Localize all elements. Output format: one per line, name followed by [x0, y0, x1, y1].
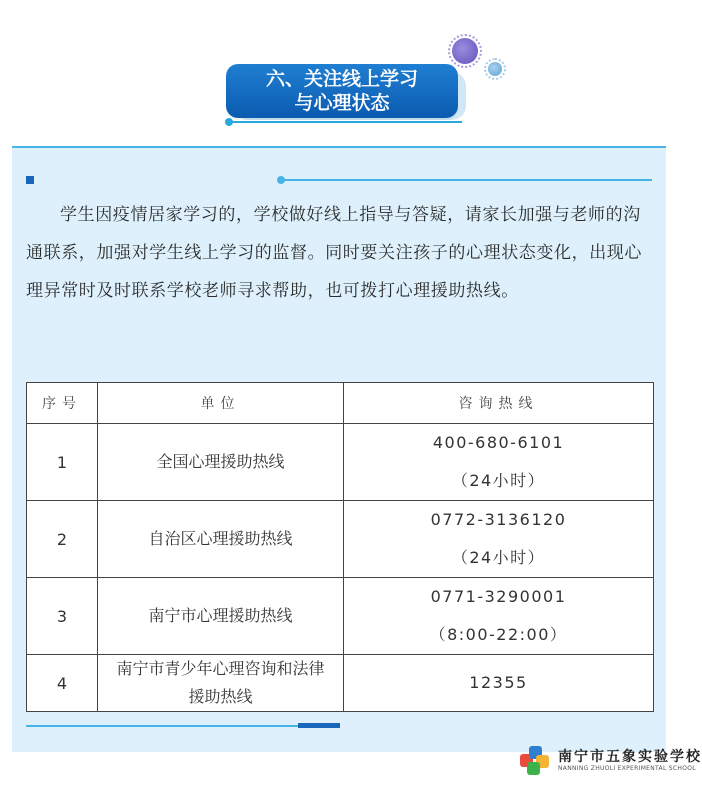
- title-underline: [230, 121, 462, 123]
- row-no: 4: [27, 655, 98, 712]
- row-unit-text: 南宁市心理援助热线: [148, 606, 293, 625]
- section-title-line1: 六、关注线上学习: [265, 68, 418, 90]
- row-unit: [98, 501, 344, 578]
- section-title: [226, 64, 458, 118]
- row-no: 3: [27, 578, 98, 655]
- bottom-divider-accent: [298, 723, 340, 728]
- header-phone: 咨询热线: [344, 383, 654, 424]
- school-name-en: NANNING ZHUOLI EXPERIMENTAL SCHOOL: [558, 765, 696, 772]
- body-paragraph: 学生因疫情居家学习的，学校做好线上指导与答疑，请家长加强与老师的沟通联系，加强对学生线上学习的监督。同时要关注孩子的心理状态变化，出现心理异常时及时联系学校老师寻求帮助，也可拨打心理援助热线。: [26, 205, 642, 301]
- row-unit-text: 南宁市青少年心理咨询和法律援助热线: [116, 659, 325, 706]
- table-row: [27, 655, 654, 712]
- panel-divider: [282, 179, 652, 181]
- row-hours: （24小时）: [451, 548, 546, 567]
- table-header-row: [27, 383, 654, 424]
- school-logo: [520, 744, 702, 778]
- bottom-divider: [26, 725, 340, 727]
- hotline-table: [26, 382, 654, 712]
- panel-square-marker: [26, 176, 34, 184]
- header-unit: 单位: [98, 383, 344, 424]
- row-phone-cell: [344, 424, 654, 501]
- row-phone-cell: [344, 655, 654, 712]
- row-unit: [98, 424, 344, 501]
- table-row: [27, 424, 654, 501]
- row-phone-cell: [344, 578, 654, 655]
- row-no: 2: [27, 501, 98, 578]
- school-logo-icon: [520, 746, 550, 776]
- row-phone: 0771-3290001: [430, 587, 567, 606]
- row-unit: [98, 578, 344, 655]
- row-phone: 400-680-6101: [432, 433, 565, 452]
- school-name: 南宁市五象实验学校: [558, 749, 702, 765]
- row-hours: （24小时）: [451, 471, 546, 490]
- virus-decoration-icon: [452, 38, 478, 64]
- table-row: [27, 501, 654, 578]
- header-no: 序号: [27, 383, 98, 424]
- row-unit: [98, 655, 344, 712]
- row-unit-text: 自治区心理援助热线: [148, 529, 293, 548]
- section-title-line2: 与心理状态: [294, 92, 390, 114]
- row-no: 1: [27, 424, 98, 501]
- row-hours: （8:00-22:00）: [429, 625, 568, 644]
- row-phone: 12355: [469, 673, 528, 692]
- row-phone: 0772-3136120: [430, 510, 567, 529]
- row-unit-text: 全国心理援助热线: [156, 452, 285, 471]
- row-phone-cell: [344, 501, 654, 578]
- table-row: [27, 578, 654, 655]
- virus-decoration-small-icon: [488, 62, 502, 76]
